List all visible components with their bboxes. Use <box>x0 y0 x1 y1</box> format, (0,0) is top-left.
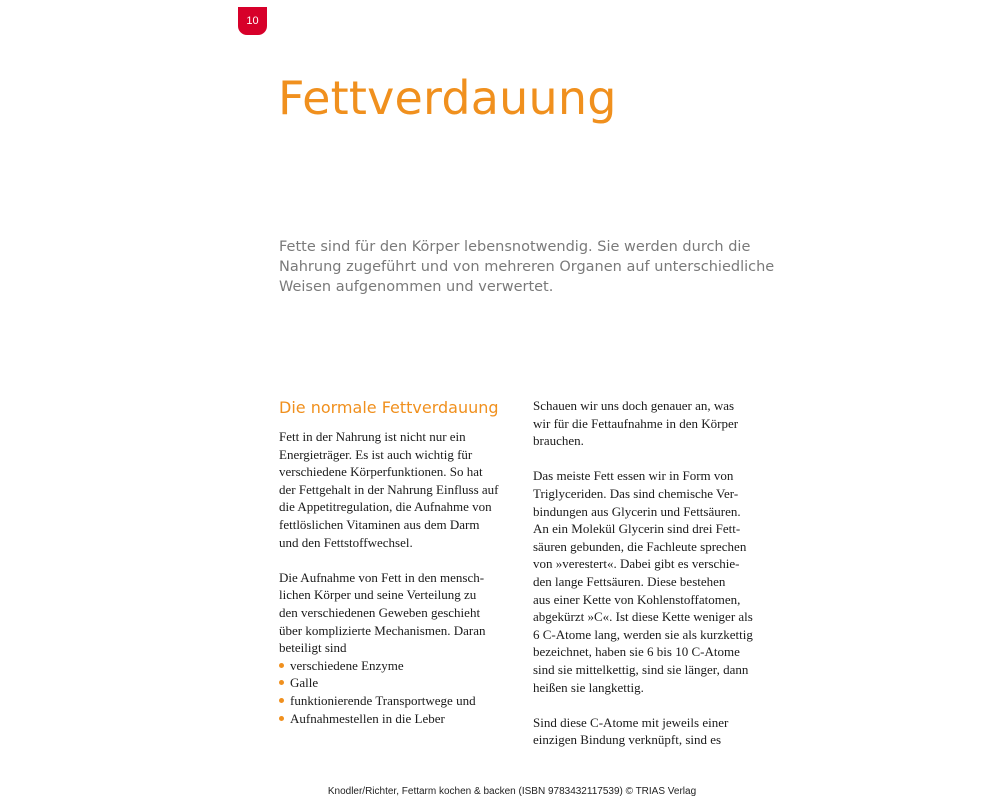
section-heading: Die normale Fettverdauung <box>279 398 499 417</box>
text-line: aus einer Kette von Kohlenstoffatomen, <box>533 591 741 607</box>
intro-line: Fette sind für den Körper lebensnotwendig. Sie werden durch die <box>279 239 751 255</box>
text-line: beteiligt sind <box>279 640 347 656</box>
text-line: Das meiste Fett essen wir in Form von <box>533 468 734 484</box>
text-line: Triglyceriden. Das sind chemische Ver- <box>533 485 739 501</box>
bullet-item <box>279 657 519 675</box>
text-line: von »verestert«. Dabei gibt es verschie- <box>533 556 740 572</box>
text-line: bezeichnet, haben sie 6 bis 10 C-Atome <box>533 644 740 660</box>
right-paragraph-3 <box>533 714 773 749</box>
text-line: den lange Fettsäuren. Diese bestehen <box>533 573 726 589</box>
text-line: 6 C-Atome lang, werden sie als kurzkettig <box>533 626 753 642</box>
text-line: fettlöslichen Vitaminen aus dem Darm <box>279 516 480 532</box>
bullet-text: funktionierende Transportwege und <box>290 692 476 708</box>
bullet-item <box>279 674 519 692</box>
text-line: verschiedene Körperfunktionen. So hat <box>279 464 483 480</box>
bullet-dot-icon <box>279 716 284 721</box>
text-line: Die Aufnahme von Fett in den mensch- <box>279 569 485 585</box>
intro-paragraph <box>279 237 779 297</box>
page-title: Fettverdauung <box>278 71 617 125</box>
text-line: und den Fettstoffwechsel. <box>279 534 413 550</box>
text-line: brauchen. <box>533 433 584 449</box>
text-line: wir für die Fettaufnahme in den Körper <box>533 415 739 431</box>
left-paragraph-1 <box>279 428 519 551</box>
intro-line: Nahrung zugeführt und von mehreren Organen auf unterschiedliche <box>279 259 775 275</box>
text-line: die Appetitregulation, die Aufnahme von <box>279 499 492 515</box>
text-line: den verschiedenen Geweben geschieht <box>279 604 481 620</box>
text-line: Sind diese C-Atome mit jeweils einer <box>533 714 729 730</box>
copyright-footer: Knodler/Richter, Fettarm kochen & backen (ISBN 9783432117539) © TRIAS Verlag <box>327 786 697 797</box>
page-number-badge <box>238 7 267 35</box>
bullet-dot-icon <box>279 698 284 703</box>
text-line: säuren gebunden, die Fachleute sprechen <box>533 538 747 554</box>
text-line: Fett in der Nahrung ist nicht nur ein <box>279 429 466 444</box>
text-line: Energieträger. Es ist auch wichtig für <box>279 446 473 462</box>
right-paragraph-1 <box>533 397 773 450</box>
text-line: sind sie mittelkettig, sind sie länger, dann <box>533 661 749 677</box>
left-paragraph-2 <box>279 569 519 657</box>
text-line: bindungen aus Glycerin und Fettsäuren. <box>533 503 741 519</box>
bullet-text: verschiedene Enzyme <box>290 657 404 673</box>
bullet-dot-icon <box>279 680 284 685</box>
text-line: der Fettgehalt in der Nahrung Einfluss auf <box>279 481 499 497</box>
page-number: 10 <box>246 15 259 27</box>
right-column <box>533 397 773 749</box>
bullet-item <box>279 710 519 728</box>
bullet-text: Galle <box>290 675 319 691</box>
text-line: heißen sie langkettig. <box>533 679 644 695</box>
right-paragraph-2 <box>533 467 773 696</box>
text-line: An ein Molekül Glycerin sind drei Fett- <box>533 521 741 537</box>
bullet-dot-icon <box>279 663 284 668</box>
text-line: über komplizierte Mechanismen. Daran <box>279 622 486 638</box>
text-line: abgekürzt »C«. Ist diese Kette weniger als <box>533 609 753 625</box>
text-line: lichen Körper und seine Verteilung zu <box>279 587 477 603</box>
bullet-item <box>279 692 519 710</box>
intro-line: Weisen aufgenommen und verwertet. <box>279 279 554 295</box>
bullet-text: Aufnahmestellen in die Leber <box>290 710 445 726</box>
left-column <box>279 397 519 727</box>
bullet-list <box>279 657 519 727</box>
text-line: Schauen wir uns doch genauer an, was <box>533 398 735 413</box>
text-line: einzigen Bindung verknüpft, sind es <box>533 732 722 748</box>
